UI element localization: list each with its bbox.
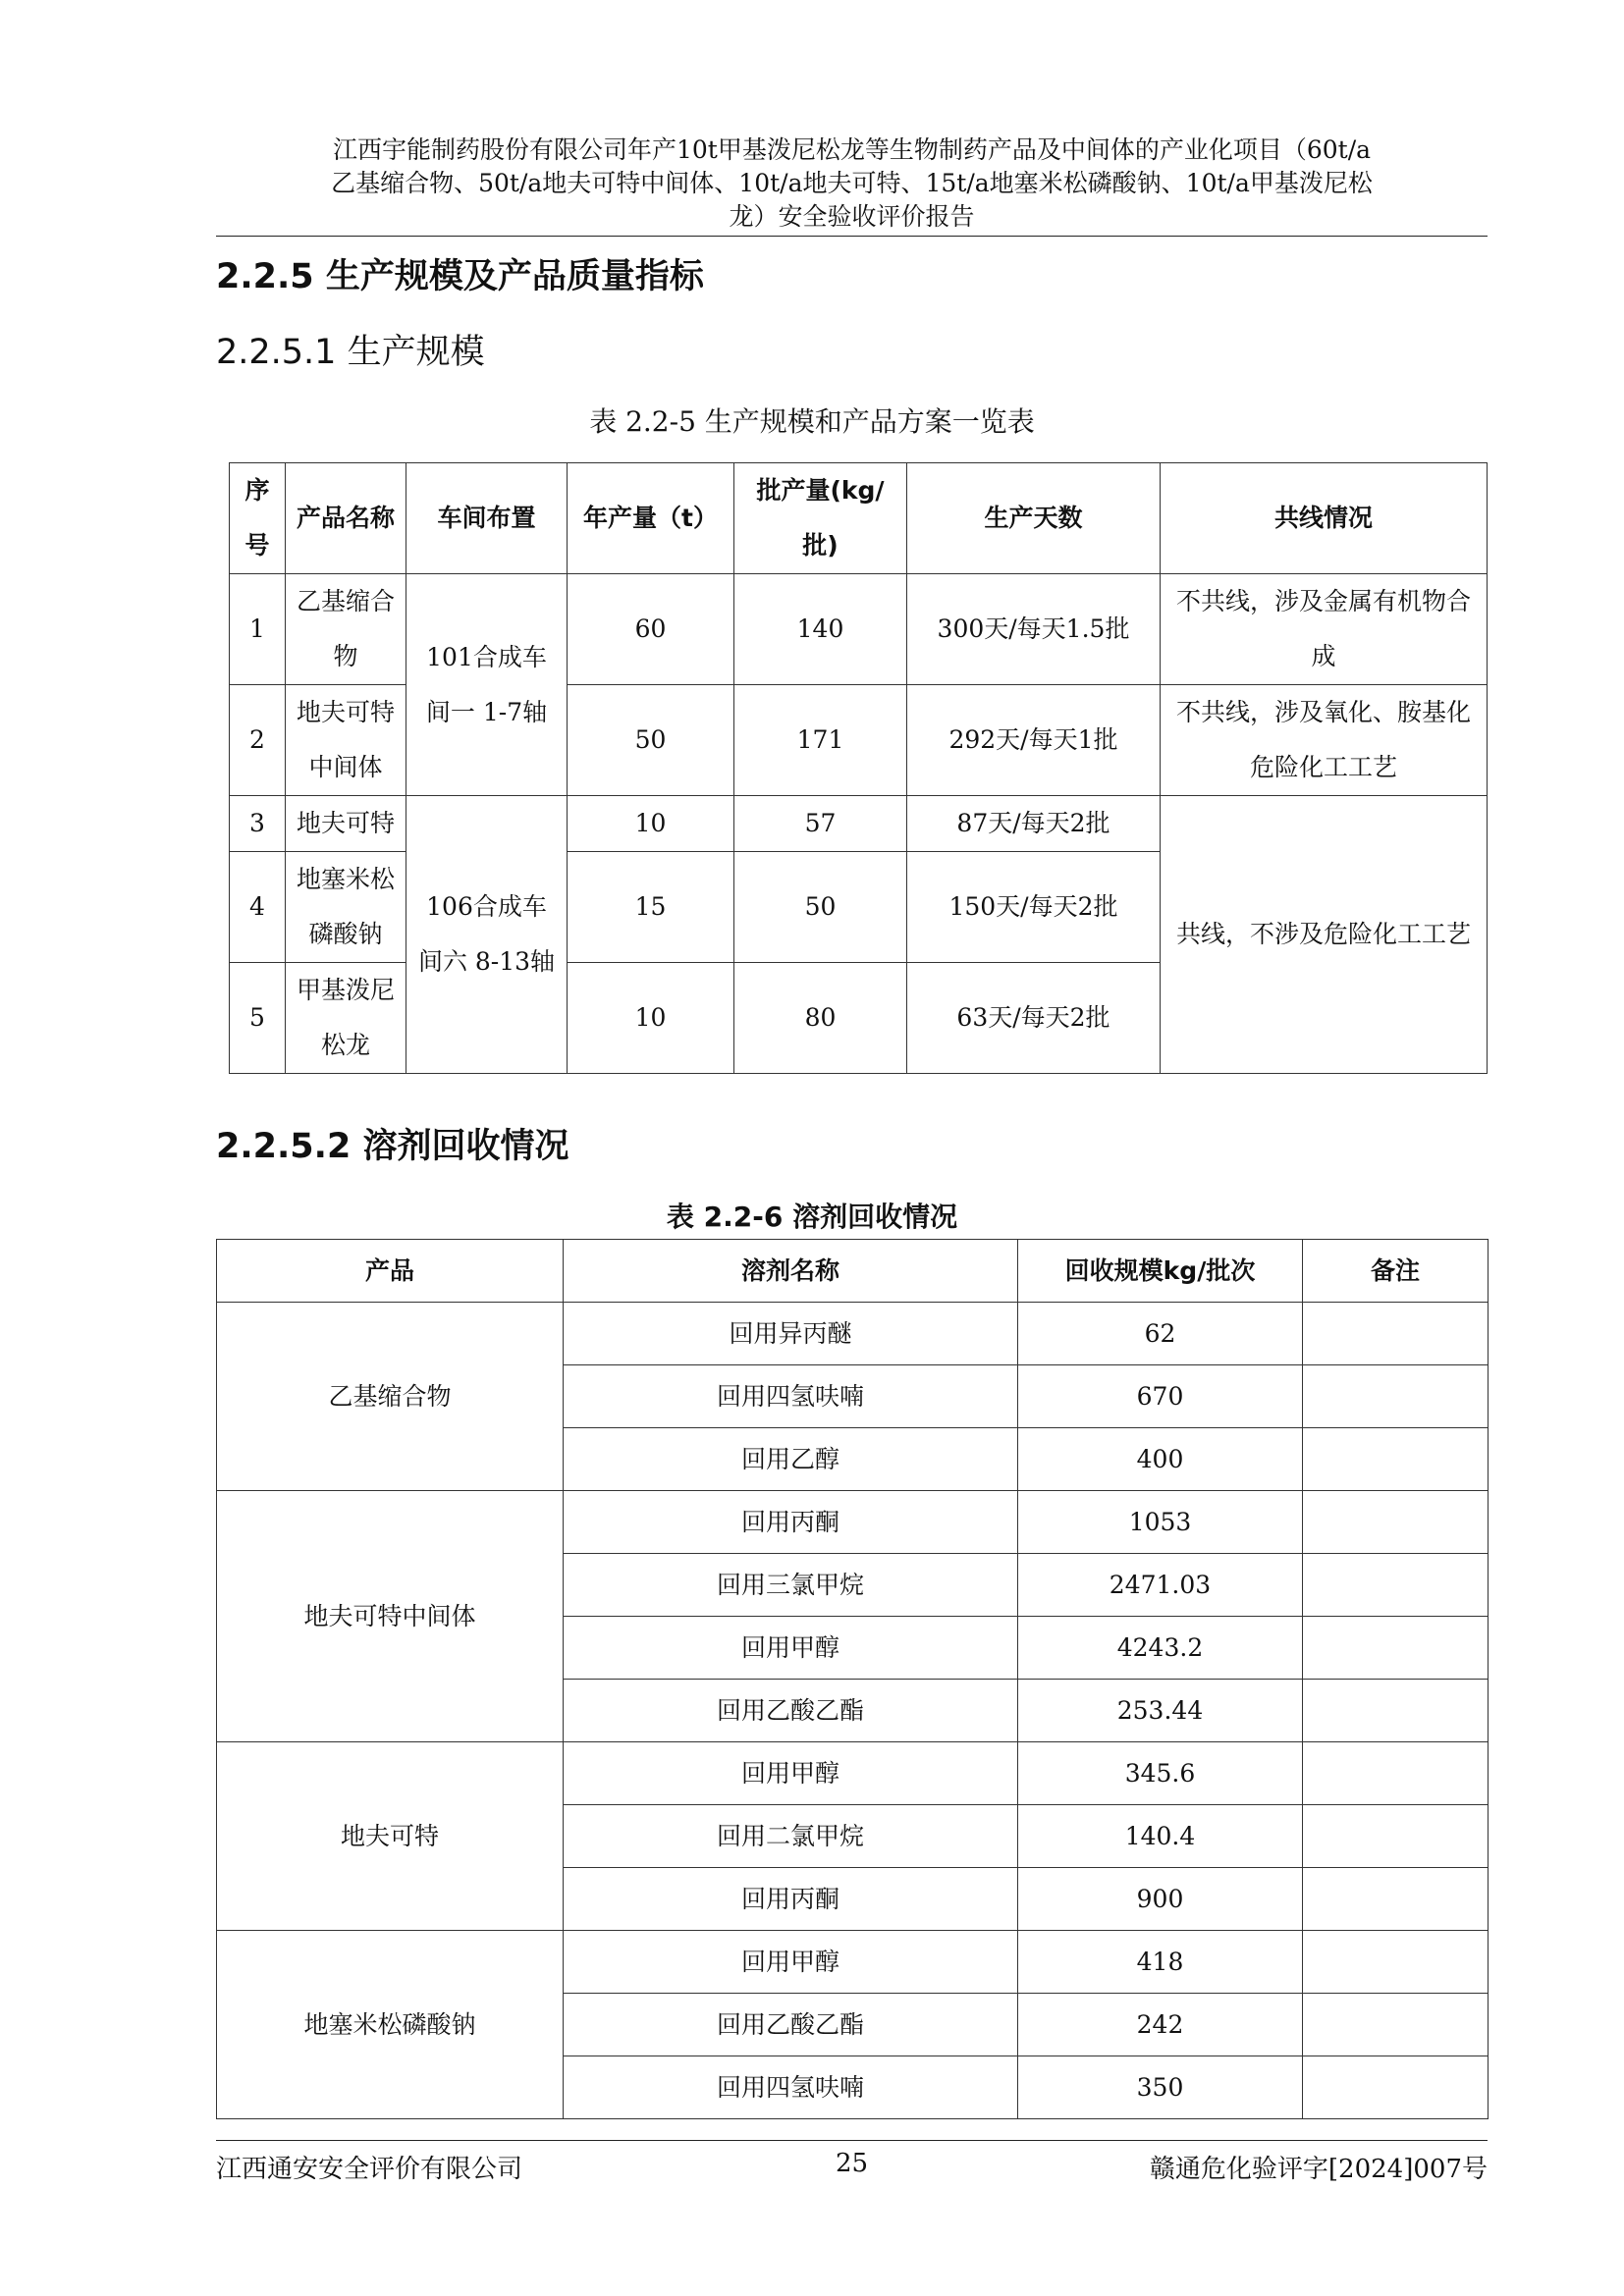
cell-batch-output: 171 bbox=[734, 685, 907, 796]
footer-page-number: 25 bbox=[835, 2149, 869, 2178]
cell-product: 地夫可特中间体 bbox=[217, 1491, 564, 1742]
table-row bbox=[217, 1303, 1489, 1365]
cell-solvent: 回用丙酮 bbox=[564, 1491, 1018, 1554]
table2-header-row bbox=[217, 1240, 1489, 1303]
cell-scale: 253.44 bbox=[1018, 1680, 1303, 1742]
cell-note bbox=[1303, 1868, 1489, 1931]
cell-scale: 242 bbox=[1018, 1994, 1303, 2056]
header-workshop: 车间布置 bbox=[406, 463, 568, 574]
cell-annual-output: 15 bbox=[568, 852, 734, 963]
cell-annual-output: 10 bbox=[568, 796, 734, 852]
header-batch-output: 批产量(kg/批) bbox=[734, 463, 907, 574]
table-row bbox=[217, 1931, 1489, 1994]
cell-note bbox=[1303, 1680, 1489, 1742]
table1-header-row bbox=[230, 463, 1488, 574]
header-line-1: 江西宇能制药股份有限公司年产10t甲基泼尼松龙等生物制药产品及中间体的产业化项目（60t/a bbox=[332, 135, 1372, 164]
cell-note bbox=[1303, 1617, 1489, 1680]
cell-note bbox=[1303, 2056, 1489, 2119]
cell-batch-output: 57 bbox=[734, 796, 907, 852]
cell-scale: 140.4 bbox=[1018, 1805, 1303, 1868]
cell-product-name: 地塞米松磷酸钠 bbox=[286, 852, 406, 963]
cell-solvent: 回用甲醇 bbox=[564, 1742, 1018, 1805]
cell-solvent: 回用丙酮 bbox=[564, 1868, 1018, 1931]
cell-annual-output: 10 bbox=[568, 963, 734, 1074]
header-product-name: 产品名称 bbox=[286, 463, 406, 574]
cell-annual-output: 60 bbox=[568, 574, 734, 685]
cell-scale: 345.6 bbox=[1018, 1742, 1303, 1805]
cell-note bbox=[1303, 1365, 1489, 1428]
cell-product: 地塞米松磷酸钠 bbox=[217, 1931, 564, 2119]
cell-seq: 1 bbox=[230, 574, 286, 685]
subsection-title-solvent-recovery: 2.2.5.2 溶剂回收情况 bbox=[216, 1127, 569, 1166]
table2-caption: 表 2.2-6 溶剂回收情况 bbox=[666, 1201, 958, 1233]
cell-scale: 62 bbox=[1018, 1303, 1303, 1365]
page-header bbox=[216, 133, 1488, 237]
cell-solvent: 回用甲醇 bbox=[564, 1931, 1018, 1994]
cell-product-name: 地夫可特中间体 bbox=[286, 685, 406, 796]
page-footer bbox=[216, 2140, 1488, 2188]
table1-caption: 表 2.2-5 生产规模和产品方案一览表 bbox=[589, 405, 1035, 438]
footer-document-code: 赣通危化验评字[2024]007号 bbox=[1149, 2155, 1488, 2184]
header-seq: 序号 bbox=[230, 463, 286, 574]
table-row bbox=[230, 796, 1488, 852]
cell-scale: 350 bbox=[1018, 2056, 1303, 2119]
cell-scale: 1053 bbox=[1018, 1491, 1303, 1554]
cell-shared-line: 共线，不涉及危险化工工艺 bbox=[1161, 796, 1488, 1074]
cell-seq: 5 bbox=[230, 963, 286, 1074]
cell-note bbox=[1303, 1931, 1489, 1994]
cell-scale: 900 bbox=[1018, 1868, 1303, 1931]
cell-note bbox=[1303, 1303, 1489, 1365]
header-production-days: 生产天数 bbox=[907, 463, 1161, 574]
header-line-3: 龙）安全验收评价报告 bbox=[729, 202, 975, 231]
header-recovery-scale: 回收规模kg/批次 bbox=[1018, 1240, 1303, 1303]
cell-product-name: 乙基缩合物 bbox=[286, 574, 406, 685]
cell-workshop: 101合成车间一 1-7轴 bbox=[406, 574, 568, 796]
cell-shared-line: 不共线，涉及金属有机物合成 bbox=[1161, 574, 1488, 685]
cell-production-days: 300天/每天1.5批 bbox=[907, 574, 1161, 685]
cell-scale: 670 bbox=[1018, 1365, 1303, 1428]
cell-solvent: 回用三氯甲烷 bbox=[564, 1554, 1018, 1617]
cell-production-days: 87天/每天2批 bbox=[907, 796, 1161, 852]
cell-solvent: 回用乙酸乙酯 bbox=[564, 1680, 1018, 1742]
cell-workshop: 106合成车间六 8-13轴 bbox=[406, 796, 568, 1074]
cell-scale: 400 bbox=[1018, 1428, 1303, 1491]
cell-solvent: 回用异丙醚 bbox=[564, 1303, 1018, 1365]
subsection-title-production-scale: 2.2.5.1 生产规模 bbox=[216, 333, 485, 372]
cell-production-days: 292天/每天1批 bbox=[907, 685, 1161, 796]
cell-seq: 2 bbox=[230, 685, 286, 796]
cell-seq: 4 bbox=[230, 852, 286, 963]
header-shared-line: 共线情况 bbox=[1161, 463, 1488, 574]
cell-annual-output: 50 bbox=[568, 685, 734, 796]
cell-batch-output: 50 bbox=[734, 852, 907, 963]
cell-batch-output: 140 bbox=[734, 574, 907, 685]
cell-solvent: 回用乙醇 bbox=[564, 1428, 1018, 1491]
table-row bbox=[217, 1742, 1489, 1805]
cell-note bbox=[1303, 1428, 1489, 1491]
cell-solvent: 回用二氯甲烷 bbox=[564, 1805, 1018, 1868]
cell-batch-output: 80 bbox=[734, 963, 907, 1074]
footer-company: 江西通安安全评价有限公司 bbox=[216, 2155, 523, 2184]
cell-note bbox=[1303, 1994, 1489, 2056]
production-scale-table bbox=[229, 462, 1488, 1074]
cell-scale: 4243.2 bbox=[1018, 1617, 1303, 1680]
header-line-2: 乙基缩合物、50t/a地夫可特中间体、10t/a地夫可特、15t/a地塞米松磷酸钠、10t/a甲基泼尼松 bbox=[331, 169, 1373, 197]
header-annual-output: 年产量（t） bbox=[568, 463, 734, 574]
cell-product: 地夫可特 bbox=[217, 1742, 564, 1931]
cell-note bbox=[1303, 1554, 1489, 1617]
cell-scale: 2471.03 bbox=[1018, 1554, 1303, 1617]
header-product: 产品 bbox=[217, 1240, 564, 1303]
cell-shared-line: 不共线，涉及氧化、胺基化危险化工工艺 bbox=[1161, 685, 1488, 796]
cell-solvent: 回用乙酸乙酯 bbox=[564, 1994, 1018, 2056]
cell-note bbox=[1303, 1491, 1489, 1554]
cell-solvent: 回用甲醇 bbox=[564, 1617, 1018, 1680]
cell-production-days: 63天/每天2批 bbox=[907, 963, 1161, 1074]
cell-note bbox=[1303, 1742, 1489, 1805]
cell-production-days: 150天/每天2批 bbox=[907, 852, 1161, 963]
cell-seq: 3 bbox=[230, 796, 286, 852]
table-row bbox=[230, 574, 1488, 685]
cell-solvent: 回用四氢呋喃 bbox=[564, 2056, 1018, 2119]
cell-product-name: 地夫可特 bbox=[286, 796, 406, 852]
cell-product-name: 甲基泼尼松龙 bbox=[286, 963, 406, 1074]
solvent-recovery-table bbox=[216, 1239, 1489, 2119]
section-title: 2.2.5 生产规模及产品质量指标 bbox=[216, 257, 704, 296]
cell-solvent: 回用四氢呋喃 bbox=[564, 1365, 1018, 1428]
cell-note bbox=[1303, 1805, 1489, 1868]
table-row bbox=[217, 1491, 1489, 1554]
header-solvent-name: 溶剂名称 bbox=[564, 1240, 1018, 1303]
cell-scale: 418 bbox=[1018, 1931, 1303, 1994]
cell-product: 乙基缩合物 bbox=[217, 1303, 564, 1491]
header-note: 备注 bbox=[1303, 1240, 1489, 1303]
